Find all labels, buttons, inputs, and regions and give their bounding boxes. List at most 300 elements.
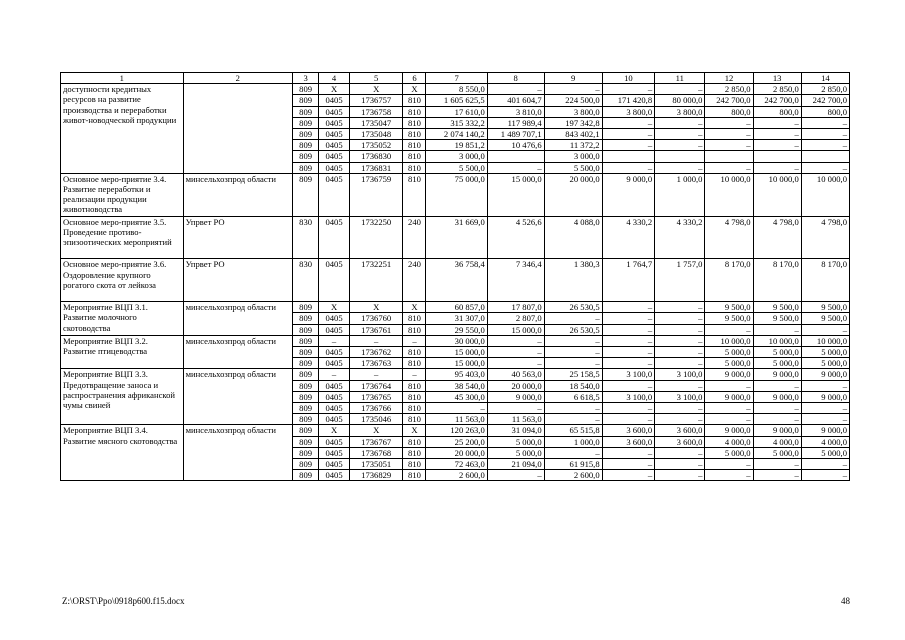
data-cell: 38 540,0 — [426, 380, 487, 391]
data-cell: 810 — [403, 129, 426, 140]
page-number: 48 — [841, 596, 850, 606]
data-cell: 117 989,4 — [487, 117, 544, 128]
data-cell: – — [801, 414, 849, 425]
data-cell: 4 798,0 — [753, 216, 801, 259]
data-cell: 809 — [292, 173, 318, 216]
header-cell: 6 — [403, 73, 426, 84]
data-cell: 1732250 — [349, 216, 403, 259]
data-cell: – — [753, 140, 801, 151]
data-cell: 0405 — [319, 173, 350, 216]
data-cell: 9 500,0 — [753, 313, 801, 324]
data-cell: 810 — [403, 447, 426, 458]
data-cell: 2 850,0 — [801, 84, 849, 95]
data-cell: 9 000,0 — [753, 391, 801, 402]
data-cell: 830 — [292, 259, 318, 302]
data-cell: 3 000,0 — [426, 151, 487, 162]
data-cell: 242 700,0 — [801, 95, 849, 106]
data-cell: 1735052 — [349, 140, 403, 151]
data-cell: – — [801, 380, 849, 391]
executor: минсельхозпрод области — [183, 369, 292, 425]
data-cell: 10 000,0 — [801, 335, 849, 346]
data-cell: 0405 — [319, 447, 350, 458]
data-cell: 1736829 — [349, 470, 403, 481]
data-cell: 809 — [292, 162, 318, 173]
data-cell: – — [602, 302, 655, 313]
data-cell: 0405 — [319, 140, 350, 151]
data-cell: 4 330,2 — [602, 216, 655, 259]
data-cell: – — [544, 358, 602, 369]
data-cell: – — [426, 403, 487, 414]
header-cell: 5 — [349, 73, 403, 84]
data-cell: 800,0 — [705, 106, 753, 117]
data-cell: 1736761 — [349, 324, 403, 335]
data-cell: 10 000,0 — [753, 335, 801, 346]
data-cell: – — [602, 84, 655, 95]
data-cell: 4 000,0 — [705, 436, 753, 447]
data-cell: 810 — [403, 117, 426, 128]
data-cell: 1736759 — [349, 173, 403, 216]
data-cell: 810 — [403, 459, 426, 470]
data-cell: – — [753, 380, 801, 391]
table-row — [61, 173, 850, 216]
data-cell: 9 500,0 — [705, 302, 753, 313]
data-cell: – — [655, 335, 705, 346]
data-cell: – — [705, 129, 753, 140]
data-cell: – — [753, 403, 801, 414]
data-cell: 5 000,0 — [753, 447, 801, 458]
data-cell: 8 550,0 — [426, 84, 487, 95]
data-cell: 810 — [403, 470, 426, 481]
data-cell: 809 — [292, 470, 318, 481]
data-cell: 240 — [403, 216, 426, 259]
data-cell: – — [655, 403, 705, 414]
executor: Упрвет РО — [183, 216, 292, 259]
data-cell: – — [655, 380, 705, 391]
data-cell: 95 403,0 — [426, 369, 487, 380]
data-cell: Х — [349, 425, 403, 436]
data-cell: 5 000,0 — [801, 347, 849, 358]
data-cell: Х — [403, 302, 426, 313]
table-row — [61, 335, 850, 346]
data-cell: – — [705, 162, 753, 173]
data-cell: – — [801, 324, 849, 335]
data-cell: 809 — [292, 151, 318, 162]
data-cell: 61 915,8 — [544, 459, 602, 470]
data-cell: 809 — [292, 324, 318, 335]
data-cell: – — [544, 347, 602, 358]
data-cell: – — [602, 129, 655, 140]
data-cell — [487, 151, 544, 162]
data-cell: – — [655, 140, 705, 151]
data-cell: 5 000,0 — [705, 347, 753, 358]
data-cell: 9 000,0 — [753, 369, 801, 380]
data-cell: 1736766 — [349, 403, 403, 414]
table-row — [61, 216, 850, 259]
data-cell: 10 476,6 — [487, 140, 544, 151]
data-cell: 9 500,0 — [753, 302, 801, 313]
data-cell: 19 851,2 — [426, 140, 487, 151]
data-cell: – — [801, 459, 849, 470]
data-cell: 810 — [403, 347, 426, 358]
data-cell: 5 000,0 — [487, 436, 544, 447]
data-cell: – — [705, 140, 753, 151]
data-cell: 809 — [292, 447, 318, 458]
data-cell: 8 170,0 — [801, 259, 849, 302]
data-cell: 0405 — [319, 313, 350, 324]
data-cell: Х — [349, 84, 403, 95]
data-cell: 0405 — [319, 117, 350, 128]
data-cell: – — [655, 129, 705, 140]
data-cell: – — [753, 324, 801, 335]
data-cell: 60 857,0 — [426, 302, 487, 313]
data-cell: 809 — [292, 106, 318, 117]
header-cell: 14 — [801, 73, 849, 84]
data-cell: 1 380,3 — [544, 259, 602, 302]
measure-name: Основное меро-приятие 3.5. Проведение противо-эпизоотических мероприятий — [61, 216, 184, 259]
data-cell: 26 530,5 — [544, 324, 602, 335]
data-cell: 809 — [292, 358, 318, 369]
data-cell: 809 — [292, 436, 318, 447]
data-cell: 1736831 — [349, 162, 403, 173]
data-cell: – — [655, 162, 705, 173]
data-cell: 9 000,0 — [801, 425, 849, 436]
data-cell: – — [655, 447, 705, 458]
data-cell: 31 669,0 — [426, 216, 487, 259]
data-cell: 1 757,0 — [655, 259, 705, 302]
data-cell: 18 540,0 — [544, 380, 602, 391]
data-cell: Х — [349, 302, 403, 313]
data-cell: 9 500,0 — [801, 302, 849, 313]
header-cell: 4 — [319, 73, 350, 84]
data-cell: 2 850,0 — [753, 84, 801, 95]
data-cell: – — [403, 335, 426, 346]
data-cell: 6 618,5 — [544, 391, 602, 402]
data-cell: 2 074 140,2 — [426, 129, 487, 140]
data-cell: 9 000,0 — [602, 173, 655, 216]
data-cell: 809 — [292, 117, 318, 128]
data-cell: – — [655, 358, 705, 369]
data-cell: 197 342,8 — [544, 117, 602, 128]
data-cell: – — [544, 414, 602, 425]
data-cell: 15 000,0 — [487, 324, 544, 335]
data-cell: – — [403, 369, 426, 380]
data-cell: – — [753, 117, 801, 128]
header-row — [61, 73, 850, 84]
data-cell: 75 000,0 — [426, 173, 487, 216]
data-cell: 30 000,0 — [426, 335, 487, 346]
data-cell: 31 094,0 — [487, 425, 544, 436]
data-cell: 10 000,0 — [801, 173, 849, 216]
data-cell: 809 — [292, 391, 318, 402]
data-cell: 810 — [403, 95, 426, 106]
data-cell: 0405 — [319, 151, 350, 162]
data-cell: 17 610,0 — [426, 106, 487, 117]
data-cell: 810 — [403, 380, 426, 391]
data-cell: 810 — [403, 162, 426, 173]
data-cell: 29 550,0 — [426, 324, 487, 335]
executor: минсельхозпрод области — [183, 302, 292, 336]
data-cell: 0405 — [319, 259, 350, 302]
data-cell: 1732251 — [349, 259, 403, 302]
data-cell: 5 500,0 — [426, 162, 487, 173]
data-cell: 5 000,0 — [801, 447, 849, 458]
header-cell: 13 — [753, 73, 801, 84]
data-cell: – — [602, 162, 655, 173]
data-cell: – — [753, 414, 801, 425]
data-cell: 3 800,0 — [602, 106, 655, 117]
data-cell: 809 — [292, 380, 318, 391]
data-cell: – — [705, 459, 753, 470]
data-cell: 25 200,0 — [426, 436, 487, 447]
data-cell: Х — [319, 425, 350, 436]
data-cell: 3 600,0 — [655, 436, 705, 447]
data-cell: – — [602, 117, 655, 128]
data-cell: – — [544, 335, 602, 346]
data-cell — [801, 151, 849, 162]
data-cell: – — [705, 403, 753, 414]
data-cell: 0405 — [319, 129, 350, 140]
data-cell: 4 000,0 — [801, 436, 849, 447]
data-cell: – — [487, 335, 544, 346]
data-cell: 9 000,0 — [801, 369, 849, 380]
data-cell: 0405 — [319, 162, 350, 173]
data-cell: 3 600,0 — [602, 436, 655, 447]
table-row — [61, 302, 850, 313]
data-cell: 810 — [403, 313, 426, 324]
data-cell: 0405 — [319, 436, 350, 447]
data-cell: 4 798,0 — [705, 216, 753, 259]
data-cell: 65 515,8 — [544, 425, 602, 436]
table-row — [61, 425, 850, 436]
data-cell: 800,0 — [753, 106, 801, 117]
data-cell: 171 420,8 — [602, 95, 655, 106]
measure-name: Мероприятие ВЦП 3.4. Развитие мясного скотоводства — [61, 425, 184, 481]
header-cell: 10 — [602, 73, 655, 84]
data-cell: – — [544, 84, 602, 95]
header-cell: 8 — [487, 73, 544, 84]
data-cell: 0405 — [319, 380, 350, 391]
header-cell: 12 — [705, 73, 753, 84]
data-cell: 1736764 — [349, 380, 403, 391]
data-cell: – — [487, 84, 544, 95]
data-cell: 809 — [292, 302, 318, 313]
data-cell: 242 700,0 — [753, 95, 801, 106]
data-cell: – — [655, 117, 705, 128]
data-cell: 3 100,0 — [602, 391, 655, 402]
table-row — [61, 259, 850, 302]
data-cell: – — [705, 414, 753, 425]
data-cell: 15 000,0 — [426, 358, 487, 369]
data-cell: – — [655, 459, 705, 470]
data-cell: 1735047 — [349, 117, 403, 128]
data-cell: 1 489 707,1 — [487, 129, 544, 140]
data-cell: 2 600,0 — [544, 470, 602, 481]
executor: минсельхозпрод области — [183, 173, 292, 216]
data-cell: 36 758,4 — [426, 259, 487, 302]
data-cell: – — [349, 335, 403, 346]
data-cell: 1735046 — [349, 414, 403, 425]
data-cell: 4 330,2 — [655, 216, 705, 259]
data-cell: 3 100,0 — [655, 369, 705, 380]
data-cell: 8 170,0 — [753, 259, 801, 302]
data-cell: – — [753, 129, 801, 140]
data-cell: 20 000,0 — [544, 173, 602, 216]
data-cell: 7 346,4 — [487, 259, 544, 302]
data-cell: 242 700,0 — [705, 95, 753, 106]
data-cell: 0405 — [319, 414, 350, 425]
data-cell: – — [602, 140, 655, 151]
data-cell: 20 000,0 — [426, 447, 487, 458]
data-cell: 1736768 — [349, 447, 403, 458]
measure-name: доступности кредитных ресурсов на развитие производства и переработки живот-новодческой продукции — [61, 84, 184, 174]
measure-name: Мероприятие ВЦП 3.2. Развитие птицеводства — [61, 335, 184, 369]
data-cell: 809 — [292, 335, 318, 346]
data-cell: 120 263,0 — [426, 425, 487, 436]
data-cell: 45 300,0 — [426, 391, 487, 402]
data-cell: 2 850,0 — [705, 84, 753, 95]
data-cell: 3 600,0 — [602, 425, 655, 436]
data-cell: – — [602, 447, 655, 458]
data-cell: 15 000,0 — [426, 347, 487, 358]
data-cell: 9 500,0 — [801, 313, 849, 324]
executor: минсельхозпрод области — [183, 335, 292, 369]
data-cell: – — [705, 470, 753, 481]
data-cell: 401 604,7 — [487, 95, 544, 106]
data-cell: – — [801, 140, 849, 151]
data-cell: 0405 — [319, 324, 350, 335]
table-row — [61, 369, 850, 380]
data-cell: 1 605 625,5 — [426, 95, 487, 106]
executor: минсельхозпрод области — [183, 425, 292, 481]
data-cell: 3 100,0 — [602, 369, 655, 380]
data-cell: 0405 — [319, 358, 350, 369]
data-cell: 31 307,0 — [426, 313, 487, 324]
header-cell: 2 — [183, 73, 292, 84]
data-cell: – — [602, 403, 655, 414]
data-cell: – — [602, 347, 655, 358]
data-cell: 3 800,0 — [544, 106, 602, 117]
data-cell: – — [753, 459, 801, 470]
measure-name: Основное меро-приятие 3.6. Оздоровление крупного рогатого скота от лейкоза — [61, 259, 184, 302]
data-cell: 10 000,0 — [705, 173, 753, 216]
data-cell: – — [655, 347, 705, 358]
data-cell: 809 — [292, 403, 318, 414]
data-cell: 810 — [403, 414, 426, 425]
data-cell: – — [602, 380, 655, 391]
data-cell: 3 800,0 — [655, 106, 705, 117]
data-cell: – — [655, 470, 705, 481]
data-cell: 10 000,0 — [753, 173, 801, 216]
data-cell: 40 563,0 — [487, 369, 544, 380]
data-cell: 15 000,0 — [487, 173, 544, 216]
data-cell: 810 — [403, 173, 426, 216]
measure-name: Мероприятие ВЦП 3.3. Предотвращение заноса и распространения африканской чумы свиней — [61, 369, 184, 425]
data-cell: – — [753, 162, 801, 173]
data-cell: – — [705, 380, 753, 391]
data-cell: 9 000,0 — [705, 391, 753, 402]
data-cell: 2 600,0 — [426, 470, 487, 481]
data-cell: 810 — [403, 403, 426, 414]
data-cell: 809 — [292, 313, 318, 324]
data-cell: 1736760 — [349, 313, 403, 324]
data-cell: 1736830 — [349, 151, 403, 162]
data-cell: 0405 — [319, 470, 350, 481]
data-cell: – — [602, 335, 655, 346]
data-cell: 26 530,5 — [544, 302, 602, 313]
data-cell: 5 000,0 — [753, 358, 801, 369]
data-cell: – — [602, 313, 655, 324]
table-row — [61, 84, 850, 95]
data-cell: 3 810,0 — [487, 106, 544, 117]
data-cell: 4 798,0 — [801, 216, 849, 259]
data-cell: 810 — [403, 151, 426, 162]
data-cell: 0405 — [319, 216, 350, 259]
data-cell: 809 — [292, 369, 318, 380]
data-cell: 0405 — [319, 95, 350, 106]
data-cell: – — [319, 335, 350, 346]
data-cell: 11 372,2 — [544, 140, 602, 151]
data-cell: – — [801, 470, 849, 481]
data-cell: 809 — [292, 347, 318, 358]
data-cell: 1 000,0 — [655, 173, 705, 216]
data-cell: 9 000,0 — [705, 369, 753, 380]
data-cell: 5 500,0 — [544, 162, 602, 173]
data-cell — [655, 151, 705, 162]
data-cell — [602, 151, 655, 162]
data-cell: 0405 — [319, 391, 350, 402]
data-cell — [753, 151, 801, 162]
data-cell: 9 000,0 — [753, 425, 801, 436]
data-cell: 0405 — [319, 403, 350, 414]
data-cell: – — [487, 470, 544, 481]
header-cell: 7 — [426, 73, 487, 84]
data-cell: 809 — [292, 459, 318, 470]
header-cell: 11 — [655, 73, 705, 84]
file-path: Z:\ORST\Ppo\0918p600.f15.docx — [62, 596, 185, 606]
data-cell: 224 500,0 — [544, 95, 602, 106]
data-cell: 810 — [403, 358, 426, 369]
data-cell: 1736758 — [349, 106, 403, 117]
data-cell: 810 — [403, 140, 426, 151]
data-cell: 4 526,6 — [487, 216, 544, 259]
table-body — [61, 73, 850, 481]
data-cell: 1736762 — [349, 347, 403, 358]
data-cell: 9 000,0 — [487, 391, 544, 402]
header-cell: 1 — [61, 73, 184, 84]
data-cell: 3 600,0 — [655, 425, 705, 436]
data-cell: – — [487, 347, 544, 358]
data-cell: – — [487, 358, 544, 369]
data-cell: 0405 — [319, 347, 350, 358]
data-cell: 9 000,0 — [801, 391, 849, 402]
data-cell: – — [602, 470, 655, 481]
data-cell: – — [602, 414, 655, 425]
data-cell: 1 764,7 — [602, 259, 655, 302]
data-cell: 810 — [403, 436, 426, 447]
data-cell: 809 — [292, 140, 318, 151]
data-cell: 1735048 — [349, 129, 403, 140]
data-cell: – — [801, 129, 849, 140]
data-cell: Х — [403, 425, 426, 436]
header-cell: 3 — [292, 73, 318, 84]
data-cell: – — [705, 324, 753, 335]
data-cell: 810 — [403, 324, 426, 335]
measure-name: Основное меро-приятие 3.4. Развитие переработки и реализации продукции животноводства — [61, 173, 184, 216]
data-cell: – — [705, 117, 753, 128]
data-cell: 10 000,0 — [705, 335, 753, 346]
data-cell: 9 500,0 — [705, 313, 753, 324]
data-cell: 315 332,2 — [426, 117, 487, 128]
